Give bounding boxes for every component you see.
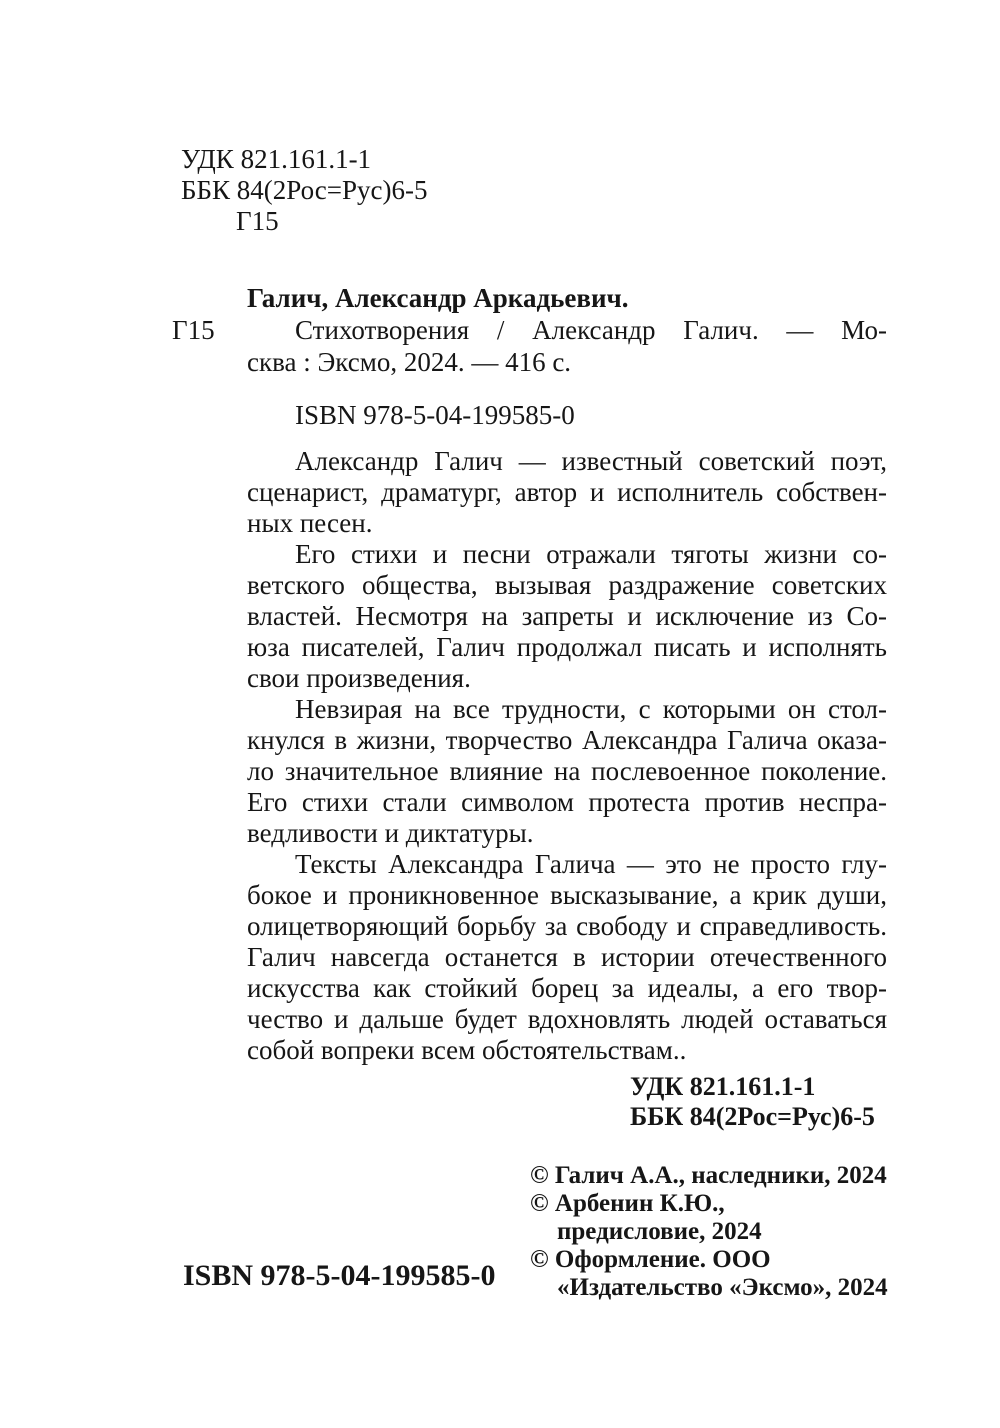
- bottom-codes: [630, 1072, 875, 1132]
- text-line: властей. Несмотря на запреты и исключение из Со-: [247, 601, 887, 631]
- text-line: Тексты Александра Галича — это не просто глу-: [295, 849, 887, 879]
- author-heading: Галич, Александр Аркадьевич.: [247, 283, 629, 313]
- paragraph: [247, 849, 887, 1066]
- text-line: свои произведения.: [247, 663, 471, 693]
- text-line: искусства как стойкий борец за идеалы, а его твор-: [247, 973, 887, 1003]
- catalog-entry-lines: [247, 314, 887, 378]
- text-line: «Издательство «Эксмо», 2024: [557, 1274, 888, 1301]
- bbk-line: ББК 84(2Рос=Рус)6-5: [181, 175, 428, 205]
- isbn-line: ISBN 978-5-04-199585-0: [295, 400, 575, 430]
- text-line: ных песен.: [247, 508, 373, 538]
- text-line: юза писателей, Галич продолжал писать и исполнять: [247, 632, 887, 662]
- text-line: сква : Эксмо, 2024. — 416 с.: [247, 347, 572, 377]
- text-line: Александр Галич — известный советский поэт,: [295, 446, 887, 476]
- text-line: ло значительное влияние на послевоенное поколение.: [247, 756, 887, 786]
- catalog-code-label: Г15: [172, 315, 215, 345]
- copyright-entry: [530, 1246, 890, 1302]
- text-line: © Галич А.А., наследники, 2024: [530, 1162, 887, 1189]
- text-line: собой вопреки всем обстоятельствам..: [247, 1035, 687, 1065]
- copyright-entry: [530, 1190, 890, 1246]
- text-line: Невзирая на все трудности, с которыми он стол-: [295, 694, 887, 724]
- bottom-udk-line: УДК 821.161.1-1: [630, 1072, 816, 1101]
- annotation: [247, 446, 887, 1066]
- text-line: ведливости и диктатуры.: [247, 818, 534, 848]
- copyright-entry: [530, 1162, 890, 1190]
- text-line: Галич навсегда останется в истории отечественного: [247, 942, 887, 972]
- text-line: © Оформление. ООО: [530, 1246, 771, 1273]
- text-line: сценарист, драматург, автор и исполнитель собствен-: [247, 477, 887, 507]
- text-line: кнулся в жизни, творчество Александра Галича оказа-: [247, 725, 887, 755]
- text-line: чество и дальше будет вдохновлять людей оставаться: [247, 1004, 887, 1034]
- author-code-line: Г15: [236, 206, 279, 236]
- bottom-isbn: ISBN 978-5-04-199585-0: [183, 1259, 496, 1292]
- text-line: Стихотворения / Александр Галич. — Мо-: [295, 315, 887, 345]
- paragraph: [247, 694, 887, 849]
- copyright-block: [530, 1162, 890, 1302]
- top-codes: [181, 144, 427, 237]
- paragraph: [247, 539, 887, 694]
- text-line: Его стихи стали символом протеста против неспра-: [247, 787, 887, 817]
- text-line: олицетворяющий борьбу за свободу и справедливость.: [247, 911, 887, 941]
- text-line: © Арбенин К.Ю.,: [530, 1190, 725, 1217]
- bottom-bbk-line: ББК 84(2Рос=Рус)6-5: [630, 1102, 875, 1131]
- text-line: бокое и проникновенное высказывание, а крик души,: [247, 880, 887, 910]
- text-line: ветского общества, вызывая раздражение советских: [247, 570, 887, 600]
- paragraph: [247, 446, 887, 539]
- catalog-entry: [172, 282, 887, 378]
- udk-line: УДК 821.161.1-1: [181, 144, 372, 174]
- text-line: предисловие, 2024: [557, 1218, 762, 1245]
- text-line: Его стихи и песни отражали тяготы жизни со-: [295, 539, 887, 569]
